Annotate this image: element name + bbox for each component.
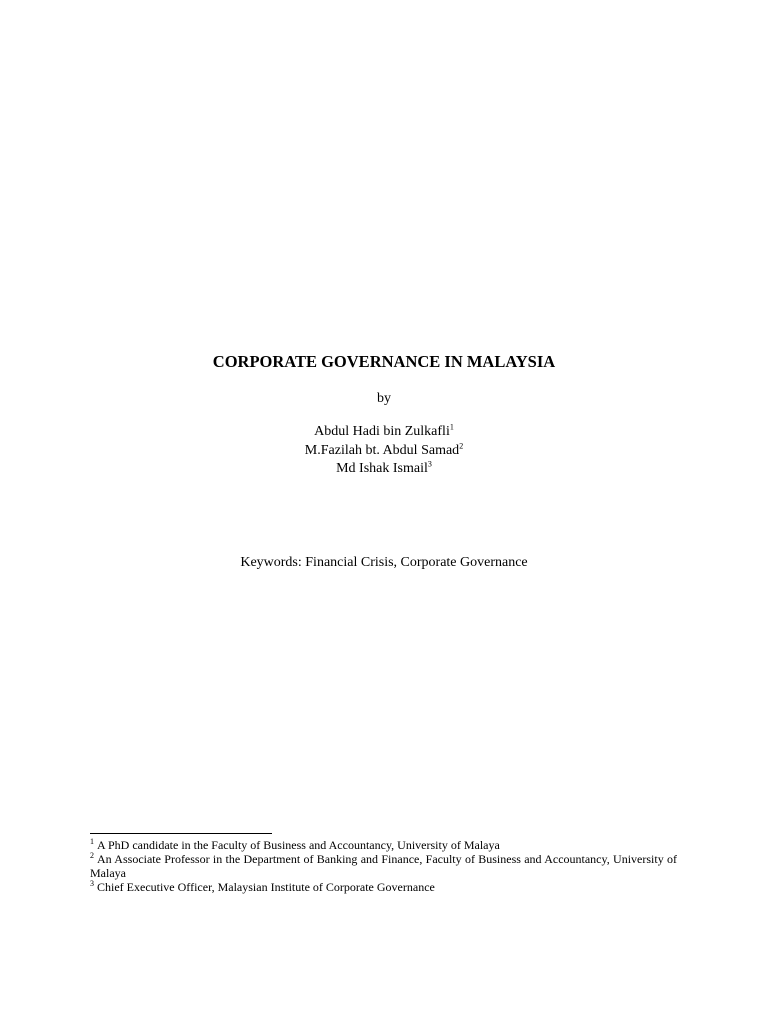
author-name: Md Ishak Ismail [336,461,428,476]
by-label: by [377,391,391,406]
footnote-text: A PhD candidate in the Faculty of Business and Accountancy, University of Malaya [97,838,500,852]
keywords-line: Keywords: Financial Crisis, Corporate Governance [240,555,528,570]
footnote-1 [90,838,677,852]
author-name: M.Fazilah bt. Abdul Samad [304,442,460,458]
author-footnote-mark: 2 [459,440,464,450]
footnotes [90,838,677,894]
footnote-mark: 2 [90,851,94,860]
footnote-text: An Associate Professor in the Department of Banking and Finance, Faculty of Business and Accountancy, University of Malaya [90,852,677,880]
footnote-separator [90,833,272,834]
paper-title: CORPORATE GOVERNANCE IN MALAYSIA [212,352,556,371]
footnote-mark: 3 [90,879,94,888]
author-2 [0,442,768,461]
footnote-3 [90,880,677,894]
author-footnote-mark: 3 [427,459,432,469]
author-1 [0,423,768,442]
author-3 [0,460,768,479]
author-footnote-mark: 1 [449,422,454,432]
footnote-2 [90,852,677,880]
footnote-text: Chief Executive Officer, Malaysian Institute of Corporate Governance [97,880,435,894]
author-list [0,423,768,479]
footnote-mark: 1 [90,837,94,846]
author-name: Abdul Hadi bin Zulkafli [314,424,450,439]
